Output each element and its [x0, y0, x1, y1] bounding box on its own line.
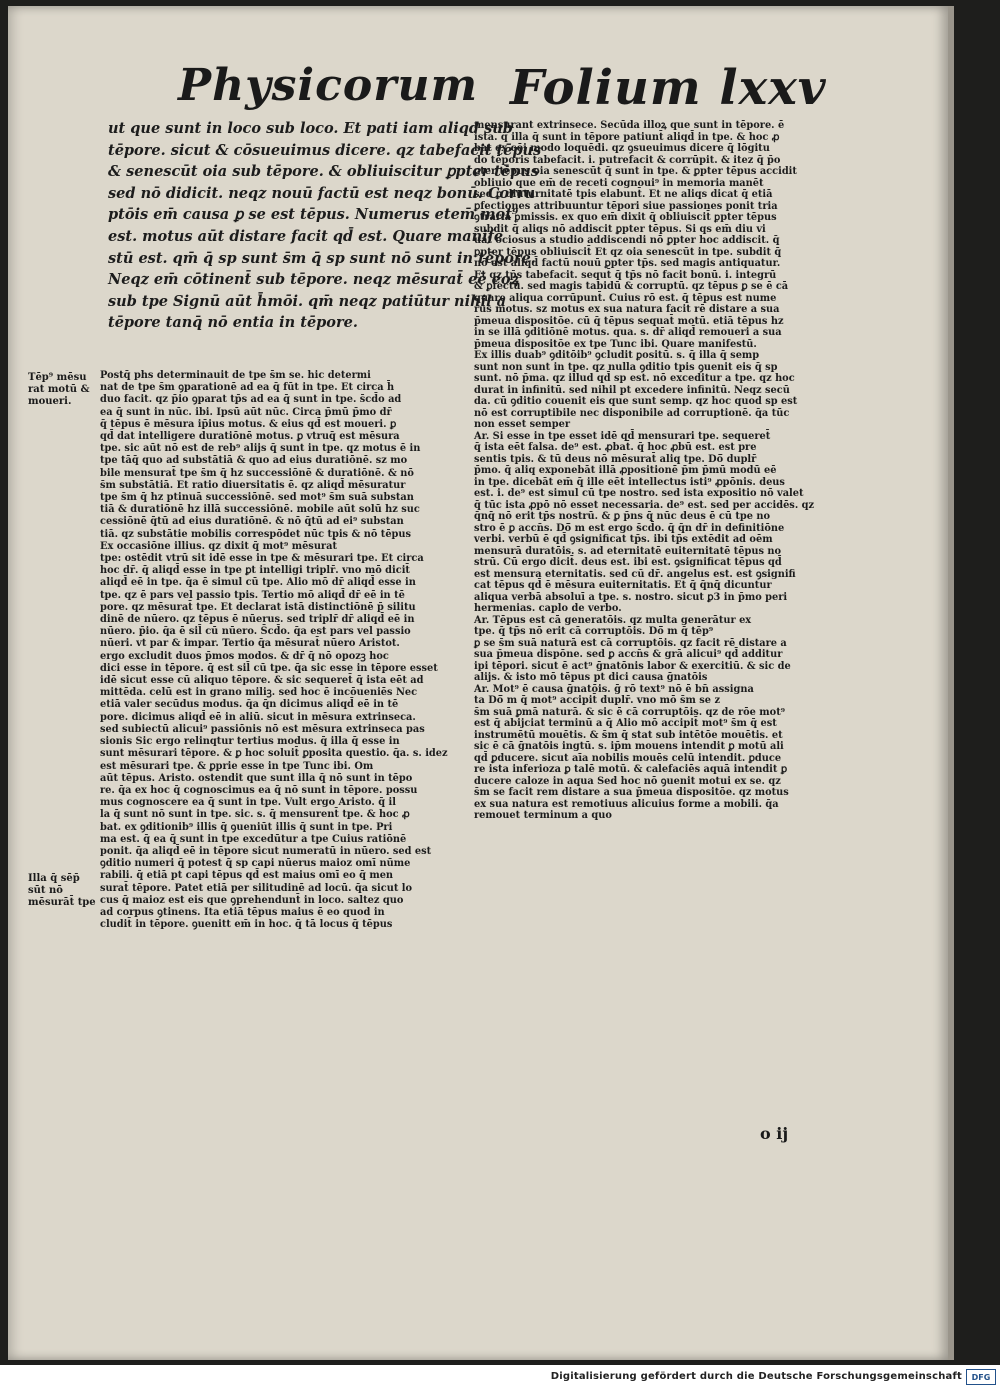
text-line: sentis tpis. & tū deus nō mēsurat̄ aliq tpe. Dō̄ duplr̄ — [474, 453, 757, 465]
text-line: sua p̄meua dispōne. sed ꝑ accn̄s & grā alicui⁹ qd̄ additur — [474, 649, 783, 660]
text-line: est. i. de⁹ est simul cū tpe nostro. sed ista expositio nō valet — [474, 488, 804, 499]
text-line: cludit̄ in tēpore. ꝯuenitt em̄ in hoc. q̄ tā locus q̄ tēpus — [100, 919, 393, 931]
text-line: da. cū ꝯditio couenit eis que sunt semp. qz hoc quod sp est — [474, 396, 798, 407]
text-line: nō est aliqd̄ factū nouū ꝑpter tp̄s. sed magis antiquatur. — [474, 258, 781, 269]
text-line: ex sua natura est remotiuus alicuius forme a mobili. q̄a — [474, 798, 779, 810]
text-line: Ar. Mot⁹ ē causa ḡnatōis. ḡ rō text⁹ nō ē bn̄ assigna — [474, 683, 754, 695]
page-edge — [948, 6, 954, 1360]
running-header-right: Folium lxxv — [510, 60, 827, 116]
text-line: idē sicut esse cū aliquo tēpore. & sic sequeret̄ q̄ ista eēt ad — [100, 675, 424, 687]
text-line: sed nō didicit. neqz nouū factū est neqz bonū. Corru — [108, 184, 535, 202]
text-line: qd̄ ꝑducere. sicut aīa nobilis mouēs celū intendit. ꝑduce — [474, 752, 782, 764]
text-line: s̄m suā ꝑmā naturā. & sic ē cā corruptōis. qz de rōe mot⁹ — [474, 706, 786, 718]
text-line: p̄meua dispositōe ex tpe Tunc ibi. Quare manifestū. — [474, 338, 757, 350]
text-line: surat̄ tēpore. Patet etiā per silitudinē ad locū. q̄a sicut lo — [100, 882, 413, 894]
text-line: nat de tpe s̄m ꝯparationē ad ea q̄ fūt in tpe. Et circa h̄ — [100, 382, 395, 394]
text-line: duo facit. qz p̄io ꝯparat tp̄s ad ea q̄ sunt in tpe. s̄cd̄o ad — [100, 394, 402, 406]
text-line: q̄nq̄ nō erit tp̄s nostrū. & ꝑ p̄ns q̄ nūc deus ē cū tpe no — [474, 511, 771, 522]
text-line: Postq̄ phs determinauit de tpe s̄m se. hic determi — [100, 370, 371, 381]
text-line: ma est. q̄ ea q̄ sunt in tpe excedūtur a tpe Cuius ratiōnē — [100, 833, 407, 845]
text-line: nō est corruptibile nec disponibile ad corruptionē. q̄a tūc — [474, 407, 790, 419]
text-line: tpe. q̄ tp̄s nō erit cā corruptōis. Dō̄ m q̄ tēp⁹ — [474, 626, 714, 637]
text-line: subdit q̄ aliqs nō addiscit ꝑpter tēpus. Si qs em̄ diu vi — [474, 223, 766, 235]
text-line: est mēsurari tpe. & ꝑprie esse in tpe Tunc ibi. Om — [100, 760, 374, 772]
text-line: mittēda. celū est in grano miliꝫ. sed hoc ē incōueniēs Nec — [100, 687, 418, 699]
text-line: quare aliqua corrūpunt̄. Cuius rō est. q̄ tēpus est nume — [474, 292, 777, 304]
text-line: ea q̄ sunt in nūc. ibi. Ipsū aūt nūc. Circa p̄mū p̄mo dr̄ — [100, 406, 392, 418]
printers-signature-mark: o ij — [760, 1124, 789, 1143]
text-line: rus motus. sz motus ex sua natura facit rē distare a sua — [474, 304, 780, 315]
text-line: alijs. & isto mō tēpus pt dici causa ḡnatōis — [474, 672, 708, 683]
text-line: ꝑter tēpus oia senescūt q̄ sunt in tpe. & ꝑpter tēpus accidit — [474, 166, 797, 177]
text-line: in tpe. dicebāt em̄ q̄ ille eēt intellectus isti⁹ ꝓpōnis. deus — [474, 476, 785, 488]
text-line: in se illā ꝯditiōnē motus. qua. s. dr̄ aliqd̄ remoueri a sua — [474, 327, 782, 338]
text-line: etiā valer secūdus modus. q̄a q̄n dicimus aliqd̄ eē in tē — [100, 699, 399, 711]
text-line: s̄m se facit rem distare a sua p̄meua dispositōe. qz motus — [474, 787, 789, 798]
funding-credit-text: Digitalisierung gefördert durch die Deutsche Forschungsgemeinschaft — [550, 1371, 962, 1382]
text-line: Neqz em̄ cōtinent̄ sub tēpore. neqz mēsurat̄ eē eoꝝ — [108, 271, 519, 289]
text-line: aliqua verbā absoluī a tpe. s. nostro. sicut ꝑ3 in p̄mo peri — [474, 591, 788, 603]
text-line: cat tēpus qd̄ ē mēsura euiternitatis. Et q̄ q̄nq̄ dicuntur — [474, 580, 772, 591]
text-line: est. motus aūt distare facit qd̄ est. Quare manife — [108, 227, 504, 245]
text-line: q̄ tūc ista ꝓpō nō esset necessaria. de⁹ est. sed per accidēs. qz — [474, 499, 815, 511]
text-line: non esset semper — [474, 419, 570, 430]
text-line: ptōis em̄ causa ꝑ se est tēpus. Numerus etem̄ mot⁹ — [108, 206, 519, 224]
text-line: re. q̄a ex hoc q̄ cognoscimus ea q̄ nō sunt in tēpore. possu — [100, 784, 418, 796]
text-line: cus q̄ maioz est eis que ꝯprehendunt̄ in loco. saltez quo — [100, 894, 404, 906]
text-line: Ex illis duab⁹ ꝯditōib⁹ ꝯcludit ꝑositū. s. q̄ illa q̄ semp — [474, 350, 760, 361]
text-line: instrumētū mouētis. & s̄m q̄ stat sub intētōe mouētis. et — [474, 729, 783, 741]
marginal-note-1: Tēp⁹ mēsu rat motū & moueri. — [28, 372, 90, 407]
text-line: dici esse in tēpore. q̄ est sil̄ cū tpe. q̄a sic esse in tēpore esset — [100, 662, 438, 674]
text-line: mus cognoscere ea q̄ sunt in tpe. Vult ergo Aristo. q̄ il — [100, 797, 396, 809]
text-line: pore. dicimus aliqd̄ eē in aliū. sicut in mēsura extrinseca. — [100, 711, 416, 723]
text-line: est mensura eternitatis. sed cū dr̄. angelus est. est ꝯsignifi — [474, 568, 796, 580]
text-line: verbi. verbū ē qd̄ ꝯsignificat tp̄s. ibi tp̄s extēdit ad oēm — [474, 534, 773, 545]
text-line: rabili. q̄ etiā pt capi tēpus qd̄ est maius omī eo q̄ men — [100, 870, 394, 882]
text-line: tēpore. sicut & cōsueuimus dicere. qz tabefacit tēpus — [108, 141, 542, 159]
text-line: ꝑpter tēpus obliuiscit̄ Et qz oia senescūt in tpe. subdit q̄ — [474, 246, 782, 258]
text-line: durat in infinitū. sed nihil pt excedere infinitū. Neqz secū — [474, 384, 790, 396]
text-line: hermenias. caplo de verbo. — [474, 603, 622, 614]
text-line: aliqd̄ eē in tpe. q̄a ē simul cū tpe. Alio mō dr̄ aliqd̄ esse in — [100, 577, 416, 589]
text-line: ꝯditio numeri q̄ potest q̄ sp capi nūerus maioz omī nūme — [100, 858, 411, 870]
text-line: re ista inferioza ꝑ talē motū. & calefaciēs aquā intendit ꝑ — [474, 764, 788, 775]
text-line: sunt. nō p̄ma. qz illud qd̄ sp est. nō exceditur a tpe. qz hoc — [474, 373, 795, 384]
text-line: strū. Cū ergo dicit̄. deus est. ibi est. ꝯsignificat tēpus qd̄ — [474, 557, 782, 568]
text-line: uat ociosus a studio addiscendi nō ꝑpter hoc addiscit. q̄ — [474, 235, 780, 246]
left-column-large-text — [108, 118, 542, 334]
text-line: s̄m substātiā. Et ratio diuersitatis ē. qz aliqd̄ mēsuratur — [100, 479, 406, 491]
text-line: tpe s̄m q̄ hz ptinuā successiōnē. sed mot⁹ s̄m suā substan — [100, 492, 414, 504]
text-line: remouet terminum a quo — [474, 810, 612, 821]
text-line: bat ex cōi modo loquēdi. qz ꝯsueuimus dicere q̄ lōgitu — [474, 143, 770, 154]
text-line: tiā. qz substātie mobilis correspōdet nūc tpis & nō tēpus — [100, 528, 412, 540]
text-line: cessiōnē q̄tū ad eius duratiōnē. & nō q̄tū ad ei⁹ substan — [100, 516, 404, 528]
text-line: tpe tāq̄ quo ad substātiā & quo ad eius duratiōnē. sz mo — [100, 455, 408, 467]
text-line: q̄ tēpus ē mēsura ip̄ius motus. & eius qd̄ est moueri. ꝑ — [100, 418, 397, 430]
text-line: sed subiectū alicui⁹ passiōnis nō est mēsura extrinseca pas — [100, 723, 425, 735]
text-line: stro ē ꝑ accn̄s. Dō̄ m est ergo s̄cd̄o. q̄ q̄n dr̄ in definitiōne — [474, 522, 785, 534]
text-line: ipi tēpori. sicut ē act⁹ ḡnatōnis labor & exercitiū. & sic de — [474, 660, 791, 672]
text-line: tpe. sic aūt nō est de reb⁹ alijs q̄ sunt in tpe. qz motus ē in — [100, 443, 421, 455]
text-line: dinē de nūero. qz tēpus ē nūerus. sed triplr̄ dr̄ aliqd̄ eē in — [100, 614, 415, 626]
text-line: tpe. qz ē pars vel passio tpis. Tertio mō aliqd̄ dr̄ eē in tē — [100, 589, 405, 601]
text-line: bat. ex ꝯditionib⁹ illis q̄ ꝯueniūt illis q̄ sunt in tpe. Pri — [100, 821, 393, 833]
text-line: ducere caloze in aqua Sed hoc nō ꝯuenit motui ex se. qz — [474, 775, 781, 787]
running-header-left: Physicorum — [178, 60, 478, 111]
text-line: sed ꝑ diuturnitatē tpis elabunt̄. Et ne aliqs dicat q̄ etiā — [474, 189, 773, 200]
text-line: sub tpe Signū aūt h̄mōi. qm̄ neqz patiūtur nihil a — [108, 292, 507, 310]
text-line: & ꝑfectū. sed magis tabidū & corruptū. qz tēpus ꝑ se ē cā — [474, 281, 789, 292]
text-line: ꝑ se s̄m suā naturā est cā corruptōis. qz facit rē distare a — [474, 637, 787, 649]
text-line: sunt mēsurari tēpore. & ꝑ hoc soluit̄ ꝑposita questio. q̄a. s. idez — [100, 748, 448, 760]
text-line: tēpore tanq̄ nō entia in tēpore. — [108, 314, 358, 332]
text-line: ut que sunt in loco sub loco. Et pati iam aliqd sub — [108, 120, 513, 137]
text-line: sic ē cā ḡnatōis ingtū. s. ip̄m mouens intendit ꝑ motū ali — [474, 741, 784, 752]
left-column-commentary — [100, 370, 457, 931]
text-line: obliuio que em̄ de receti cognoui⁹ in memoria manēt — [474, 177, 764, 189]
text-line: nūeri. vt par & impar. Tertio q̄a mēsurat̄ nūero Aristot. — [100, 638, 400, 650]
text-line: ad corpus ꝯtinens. Ita etiā tēpus maius ē eo quod in — [100, 906, 385, 918]
text-line: q̄ ista eēt falsa. de⁹ est. ꝓbat̄. q̄ hoc ꝓbū est. est pre — [474, 442, 757, 453]
text-line: p̄meua dispositōe. cū q̄ tēpus sequat̄ motū. etiā tēpus hz — [474, 315, 784, 327]
text-line: sunt non sunt in tpe. qz nulla ꝯditio tpis ꝯuenit eis q̄ sp — [474, 361, 778, 373]
text-line: sionis Sic ergo relinqtur tertius modus. q̄ illa q̄ esse in — [100, 736, 400, 748]
text-line: Ar. Tēpus est cā generatōis. qz multa generātur ex — [474, 614, 752, 626]
marginal-note-2: Illa q̄ sēp̄ sūt nō mēsurāt̄ tpe — [28, 873, 96, 908]
text-line: ista. q̄ illa q̄ sunt in tēpore patiunt̄ aliqd̄ in tpe. & hoc ꝓ — [474, 131, 780, 143]
text-line: est q̄ abijciat terminū a q̄ Alio mō accipit̄ mot⁹ s̄m q̄ est — [474, 718, 777, 729]
text-line: do tēporis tabefacit. i. putrefacit & corrūpit. & itez q̄ p̄o — [474, 154, 781, 166]
text-line: aūt tēpus. Aristo. ostendit que sunt illa q̄ nō sunt in tēpo — [100, 772, 413, 784]
text-line: Ex occasiōne illius. qz dixit q̄ mot⁹ mēsurat̄ — [100, 540, 337, 552]
text-line: pore. qz mēsurat̄ tpe. Et declarat istā distinctiōnē p̄ silitu — [100, 601, 416, 613]
text-line: la q̄ sunt nō sunt in tpe. sic. s. q̄ mensurent̄ tpe. & hoc ꝓ — [100, 809, 410, 821]
text-line: tpe: ostēdit vtrū sit idē esse in tpe & mēsurari tpe. Et circa — [100, 553, 424, 565]
text-line: ergo excludit duos p̄mos modos. & dr̄ q̄ nō opozꝫ hoc — [100, 650, 389, 662]
text-line: & senescūt oia sub tēpore. & obliuiscitur ꝑpter tēpus — [108, 163, 539, 181]
right-column-commentary — [474, 120, 826, 822]
text-line: tiā & duratiōnē hz illā successiōnē. mobile aūt solū hz suc — [100, 504, 420, 516]
text-line: ponit. q̄a aliqd̄ eē in tēpore sicut numeratū in nūero. sed est — [100, 845, 432, 857]
text-line: hoc dr̄. q̄ aliqd̄ esse in tpe ꝑt intelligi triplr̄. vno mō dicit̄ — [100, 565, 410, 577]
text-line: ꝯtraria ꝑmissis. ex quo em̄ dixit q̄ obliuiscit̄ ꝑpter tēpus — [474, 212, 777, 223]
text-line: mensurant extrinsece. Secūda illoꝝ que sunt in tēpore. ē — [474, 120, 785, 131]
text-line: ꝑfectiones attribuuntur tēpori siue passiones ponit tria — [474, 200, 778, 212]
text-line: p̄mo. q̄ aliq exponebāt illā ꝓpositionē p̄m p̄mū modū eē — [474, 465, 777, 476]
text-line: mensurā duratōis. s. ad eternitatē euiternitatē tēpus no — [474, 545, 782, 557]
text-line: Ar. Si esse in tpe esset idē qd̄ mensurari tpe. sequeret̄ — [474, 430, 771, 442]
text-line: stū est. qm̄ q̄ sp sunt s̄m q̄ sp sunt nō sunt in tēpore. — [108, 249, 536, 267]
text-line: bile mensurat̄ tpe s̄m q̄ hz successiōnē & duratiōnē. & nō — [100, 467, 414, 479]
dfg-logo: DFG — [966, 1369, 996, 1385]
text-line: qd̄ dat intelligere duratiōnē motus. ꝑ vtruq̄ est mēsura — [100, 431, 400, 443]
text-line: Et qz tp̄s tabefacit. sequt̄ q̄ tp̄s nō facit bonū. i. integrū — [474, 269, 777, 281]
text-line: ta Dō̄ m q̄ mot⁹ accipit̄ duplr̄. vno mō s̄m se z — [474, 695, 721, 706]
text-line: nūero. p̄io. q̄a ē sil̄ cū nūero. S̄cd̄o. q̄a est pars vel passio — [100, 626, 411, 638]
